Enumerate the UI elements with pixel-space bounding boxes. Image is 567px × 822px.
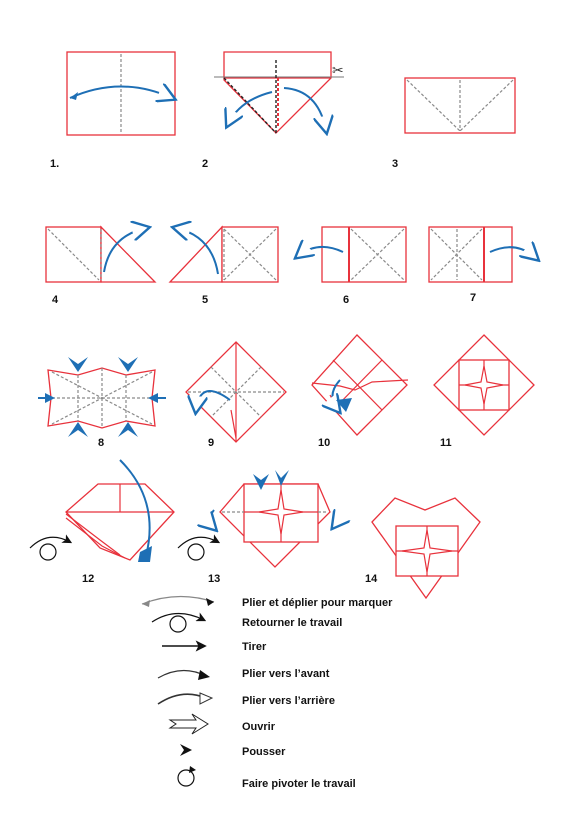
step-13 <box>178 470 337 567</box>
rotate-head-icon <box>189 766 196 773</box>
step-label-12: 12 <box>82 573 95 585</box>
step-14 <box>372 498 480 598</box>
mountain-fold-arrow-icon <box>158 694 206 704</box>
open-arrow-icon <box>170 714 208 734</box>
fold-arrow-right <box>334 510 337 526</box>
mark-fold-tail-icon <box>142 600 150 607</box>
step-10 <box>312 335 408 435</box>
step-label-6: 6 <box>343 294 350 306</box>
push-arrow-icon <box>180 744 192 756</box>
turn-over-arrow <box>178 537 218 548</box>
push-icon-top-right <box>118 357 138 372</box>
step-label-5: 5 <box>202 294 209 306</box>
step-label-10: 10 <box>318 437 331 449</box>
push-icon-top-left <box>68 357 88 372</box>
mark-fold-symbol-icon <box>142 596 214 604</box>
turn-over-icon <box>188 544 204 560</box>
valley-fold-head-icon <box>198 670 210 680</box>
mountain-fold-head-icon <box>200 693 212 704</box>
mark-fold-head-icon <box>206 598 214 606</box>
legend-turn-over: Retourner le travail <box>242 617 343 629</box>
step-label-14: 14 <box>365 573 378 585</box>
step-11 <box>434 335 534 435</box>
step-label-9: 9 <box>208 437 215 449</box>
step-9 <box>186 342 286 442</box>
step-7 <box>429 227 536 282</box>
legend-rotate: Faire pivoter le travail <box>242 778 356 790</box>
legend-push: Pousser <box>242 746 286 758</box>
rectangle-paper <box>322 227 406 282</box>
legend <box>142 596 393 790</box>
push-icon-bottom-left <box>68 422 88 437</box>
step-1 <box>67 52 175 135</box>
step-6 <box>298 227 406 282</box>
legend-mountain-fold: Plier vers l’arrière <box>242 695 335 707</box>
step-4 <box>46 227 155 282</box>
step-label-4: 4 <box>52 294 59 306</box>
step-label-13: 13 <box>208 573 221 585</box>
push-icon-bottom-right <box>118 422 138 437</box>
scissors-icon: ✂ <box>332 63 344 79</box>
legend-mark-fold: Plier et déplier pour marquer <box>242 597 393 609</box>
step-12 <box>30 460 174 562</box>
step-label-1: 1. <box>50 158 60 170</box>
step-3 <box>405 78 515 133</box>
legend-pull: Tirer <box>242 641 267 653</box>
fold-arrow-left <box>210 510 214 528</box>
turn-over-symbol-icon <box>152 613 204 622</box>
step-label-3: 3 <box>392 158 399 170</box>
step-label-2: 2 <box>202 158 209 170</box>
legend-valley-fold: Plier vers l’avant <box>242 668 330 680</box>
turn-over-arrow <box>30 537 70 548</box>
step-label-8: 8 <box>98 437 105 449</box>
step-2 <box>214 52 344 133</box>
turn-over-icon <box>40 544 56 560</box>
step-8 <box>38 357 166 437</box>
step-5 <box>170 227 278 282</box>
rectangle-paper <box>429 227 512 282</box>
turn-over-circle-icon <box>170 616 186 632</box>
rotate-circle-icon <box>178 770 194 786</box>
step-label-7: 7 <box>470 292 477 304</box>
legend-open: Ouvrir <box>242 721 276 733</box>
step-label-11: 11 <box>440 437 452 449</box>
